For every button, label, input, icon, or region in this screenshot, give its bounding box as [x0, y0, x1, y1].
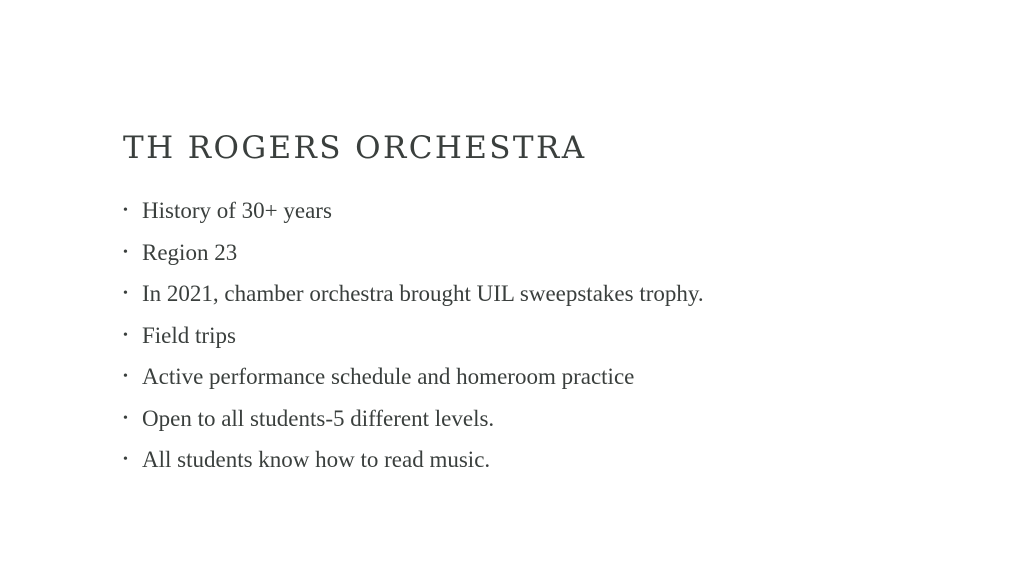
bullet-item: [123, 190, 704, 232]
bullet-marker: •: [123, 452, 128, 467]
bullet-item: [123, 439, 704, 481]
bullet-text: All students know how to read music.: [142, 447, 491, 472]
bullet-text: Field trips: [142, 322, 236, 348]
bullet-item: [123, 232, 704, 274]
bullet-text: Region 23: [142, 239, 238, 265]
bullet-marker: •: [123, 286, 128, 301]
bullet-marker: •: [123, 244, 128, 260]
bullet-text: Active performance schedule and homeroom practice: [142, 364, 635, 389]
slide-title: TH ROGERS ORCHESTRA: [123, 130, 587, 166]
bullet-marker: •: [123, 369, 128, 384]
bullet-text: Open to all students-5 different levels.: [142, 405, 495, 431]
bullet-text: In 2021, chamber orchestra brought UIL sweepstakes trophy.: [142, 281, 704, 306]
bullet-list: [123, 190, 704, 481]
bullet-item: [123, 315, 704, 357]
bullet-text: History of 30+ years: [142, 198, 332, 223]
bullet-item: [123, 273, 704, 315]
bullet-marker: •: [123, 203, 128, 218]
bullet-item: [123, 398, 704, 440]
bullet-item: [123, 356, 704, 398]
bullet-marker: •: [123, 327, 128, 343]
bullet-marker: •: [123, 410, 128, 426]
